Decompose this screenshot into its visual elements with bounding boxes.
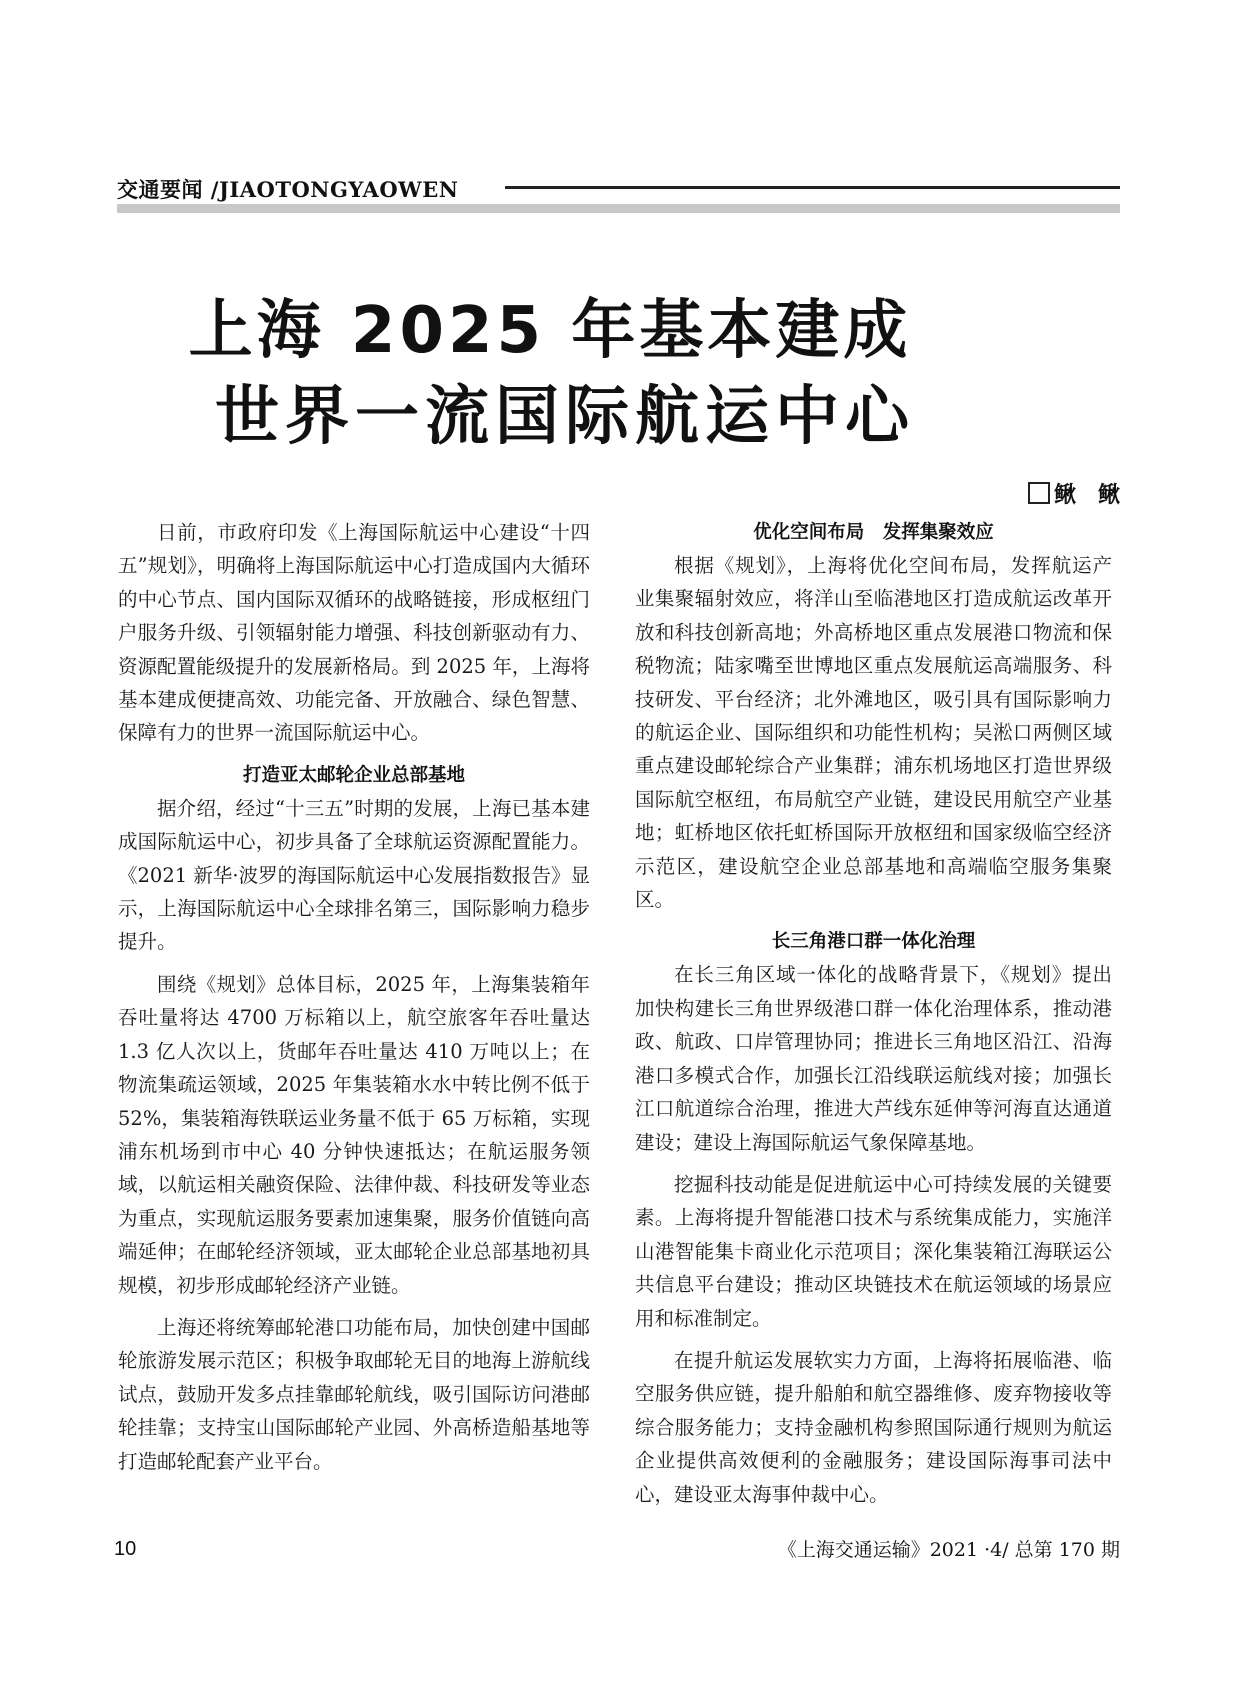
paragraph: 日前，市政府印发《上海国际航运中心建设“十四五”规划》，明确将上海国际航运中心打造成国内大循环的中心节点、国内国际双循环的战略链接，形成枢纽门户服务升级、引领辐射能力增强、科技创新驱动有力、资源配置能级提升的发展新格局。到 2025 年，上海将基本建成便捷高效、功能完备、开放融合、绿色智慧、保障有力的世界一流国际航运中心。 bbox=[118, 521, 590, 745]
author-name: 鳅 鳅 bbox=[1053, 482, 1120, 508]
title-line-1: 上海 2025 年基本建成 bbox=[188, 294, 912, 368]
section-heading: 长三角港口群一体化治理 bbox=[771, 931, 976, 953]
author-byline bbox=[1028, 478, 1120, 509]
paragraph: 据介绍，经过“十三五”时期的发展，上海已基本建成国际航运中心，初步具备了全球航运资源配置能力。《2021 新华·波罗的海国际航运中心发展指数报告》显示，上海国际航运中心全球排名第三，国际影响力稳步提升。 bbox=[118, 796, 590, 954]
byline-box-icon bbox=[1028, 482, 1050, 504]
paragraph: 围绕《规划》总体目标，2025 年，上海集装箱年吞吐量将达 4700 万标箱以上，航空旅客年吞吐量达 1.3 亿人次以上，货邮年吞吐量达 410 万吨以上；在物流集疏运领域，2025 年集装箱水水中转比例不低于 52%，集装箱海铁联运业务量不低于 65 万标箱，实现浦东机场到市中心 40 分钟快速抵达；在航运服务领域，以航运相关融资保险、法律仲裁、科技研发等业态为重点，实现航运服务要素加速集聚，服务价值链向高端延伸；在邮轮经济领域，亚太邮轮企业总部基地初具规模，初步形成邮轮经济产业链。 bbox=[118, 972, 590, 1297]
section-label: 交通要闻 /JIAOTONGYAOWEN bbox=[117, 177, 459, 202]
paragraph: 在长三角区域一体化的战略背景下，《规划》提出加快构建长三角世界级港口群一体化治理体系，推动港政、航政、口岸管理协同；推进长三角地区沿江、沿海港口多模式合作，加强长江沿线联运航线对接；加强长江口航道综合治理，推进大芦线东延伸等河海直达通道建设；建设上海国际航运气象保障基地。 bbox=[635, 963, 1112, 1154]
paragraph: 在提升航运发展软实力方面，上海将拓展临港、临空服务供应链，提升船舶和航空器维修、废弃物接收等综合服务能力；支持金融机构参照国际通行规则为航运企业提供高效便利的金融服务；建设国际海事司法中心，建设亚太海事仲裁中心。 bbox=[635, 1348, 1112, 1506]
header-rule bbox=[505, 186, 1120, 189]
header-band bbox=[117, 204, 1120, 213]
section-heading: 优化空间布局 发挥集聚效应 bbox=[753, 522, 994, 543]
section-header bbox=[117, 168, 1120, 212]
title-line-2: 世界一流国际航运中心 bbox=[215, 380, 915, 454]
left-column bbox=[118, 516, 590, 1487]
article-title bbox=[0, 288, 1240, 460]
paragraph: 挖掘科技动能是促进航运中心可持续发展的关键要素。上海将提升智能港口技术与系统集成能力，实施洋山港智能集卡商业化示范项目；深化集装箱江海联运公共信息平台建设；推动区块链技术在航运领域的场景应用和标准制定。 bbox=[635, 1172, 1112, 1330]
paragraph: 根据《规划》，上海将优化空间布局，发挥航运产业集聚辐射效应，将洋山至临港地区打造成航运改革开放和科技创新高地；外高桥地区重点发展港口物流和保税物流；陆家嘴至世博地区重点发展航运高端服务、科技研发、平台经济；北外滩地区，吸引具有国际影响力的航运企业、国际组织和功能性机构；吴淞口两侧区域重点建设邮轮综合产业集群；浦东机场地区打造世界级国际航空枢纽，布局航空产业链，建设民用航空产业基地；虹桥地区依托虹桥国际开放枢纽和国家级临空经济示范区，建设航空企业总部基地和高端临空服务集聚区。 bbox=[635, 554, 1112, 912]
section-heading: 打造亚太邮轮企业总部基地 bbox=[242, 764, 465, 786]
journal-issue: 《上海交通运输》2021 ·4/ 总第 170 期 bbox=[777, 1539, 1120, 1561]
paragraph: 上海还将统筹邮轮港口功能布局，加快创建中国邮轮旅游发展示范区；积极争取邮轮无目的地海上游航线试点，鼓励开发多点挂靠邮轮航线，吸引国际访问港邮轮挂靠；支持宝山国际邮轮产业园、外高桥造船基地等打造邮轮配套产业平台。 bbox=[118, 1315, 590, 1473]
right-column bbox=[635, 516, 1112, 1520]
page-number: 10 bbox=[114, 1538, 137, 1560]
